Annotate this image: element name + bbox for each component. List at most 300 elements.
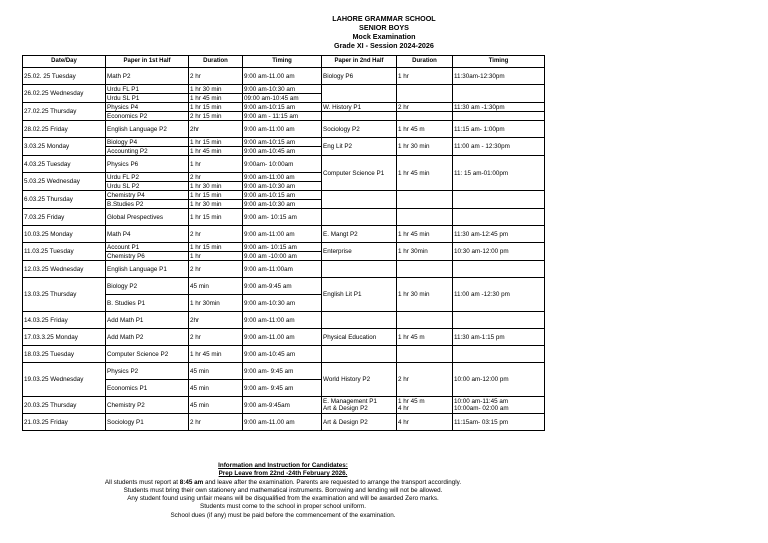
cell-text: 7.03.25 Friday	[24, 213, 65, 221]
cell-text: Enterprise	[323, 248, 352, 255]
table-cell	[106, 173, 189, 182]
table-cell	[106, 112, 189, 121]
table-cell	[189, 363, 243, 380]
table-cell	[322, 85, 397, 103]
cell-text: 27.02.25 Thursday	[24, 108, 77, 115]
table-cell	[23, 68, 106, 85]
instruction-stationery: Students must bring their own stationery and mathematical instruments. Borrowing and lending will not be allowed.	[123, 486, 443, 494]
cell-text: 4 hr	[398, 418, 409, 426]
table-cell	[23, 226, 106, 243]
table-row	[23, 346, 545, 363]
table-cell	[23, 312, 106, 329]
cell-text: 1 hr 45 m	[398, 125, 425, 133]
table-cell	[397, 209, 453, 226]
table-cell	[243, 312, 322, 329]
cell-text: 9:00 am-10:30 am	[244, 182, 296, 190]
instruction-dues: School dues (if any) must be paid before the commencement of the examination.	[170, 511, 396, 519]
cell-text: 9:00 am-11:00 am	[244, 230, 295, 238]
cell-text: 1 hr 45 min	[398, 230, 430, 238]
cell-text: 2 hr	[190, 230, 201, 238]
table-cell	[23, 173, 106, 191]
cell-text: 45 min	[190, 384, 209, 392]
table-cell	[23, 363, 106, 397]
cell-text: 10:00 am-11:45 am	[454, 398, 509, 405]
column-header: Paper in 1st Half	[106, 56, 189, 68]
table-cell	[322, 278, 397, 312]
table-cell	[243, 112, 322, 121]
table-row	[23, 68, 545, 85]
table-cell	[397, 112, 453, 121]
table-cell	[243, 191, 322, 200]
table-cell	[106, 363, 189, 380]
table-cell	[106, 278, 189, 295]
table-cell	[189, 103, 243, 112]
cell-text: 11:00 am - 12:30pm	[454, 143, 510, 150]
cell-text: 9:00 am-11:00 am	[244, 125, 295, 133]
table-cell	[397, 243, 453, 261]
cell-text: 28.02.25 Friday	[24, 125, 68, 133]
cell-text: 45 min	[190, 367, 209, 375]
cell-text: 17.03.3.25 Monday	[24, 333, 78, 341]
cell-text: 1 hr	[190, 252, 201, 260]
table-cell	[189, 173, 243, 182]
table-cell	[189, 226, 243, 243]
table-cell	[397, 312, 453, 329]
table-cell	[322, 312, 397, 329]
table-cell	[243, 200, 322, 209]
cell-text: 1 hr 30 min	[190, 85, 222, 93]
cell-text: Math P4	[107, 230, 131, 238]
cell-text: Biology P4	[107, 138, 138, 146]
table-cell	[106, 191, 189, 200]
table-cell	[189, 252, 243, 261]
table-cell	[106, 94, 189, 103]
table-cell	[106, 346, 189, 363]
table-row	[23, 414, 545, 431]
table-cell	[322, 346, 397, 363]
cell-text: E. Management P1	[323, 398, 377, 405]
table-cell	[189, 121, 243, 138]
table-cell	[397, 363, 453, 397]
table-cell	[453, 112, 545, 121]
table-cell	[23, 121, 106, 138]
table-cell	[106, 226, 189, 243]
cell-text: 9:00 am-11:00 am	[244, 173, 295, 181]
cell-text: 9:00 am-10:45 am	[244, 350, 296, 358]
table-cell	[23, 329, 106, 346]
table-cell	[106, 85, 189, 94]
table-cell	[453, 278, 545, 312]
table-cell	[106, 252, 189, 261]
cell-text: 19.03.25 Wednesday	[24, 376, 84, 383]
table-cell	[106, 121, 189, 138]
cell-text: Economics P1	[107, 384, 148, 392]
cell-text: 1 hr 30 min	[398, 143, 430, 150]
table-cell	[189, 94, 243, 103]
cell-text: 11:30 am-12:45 pm	[454, 230, 509, 238]
table-cell	[322, 191, 397, 209]
table-cell	[189, 138, 243, 147]
cell-text: 1 hr 45 m	[398, 333, 425, 341]
cell-text: 9:00 am-11.00 am	[244, 72, 295, 80]
table-cell	[322, 261, 397, 278]
cell-text: 2 hr 15 min	[190, 112, 222, 120]
table-cell	[397, 191, 453, 209]
table-cell	[106, 243, 189, 252]
table-cell	[397, 138, 453, 156]
table-cell	[106, 156, 189, 173]
table-row	[23, 138, 545, 147]
table-cell	[106, 138, 189, 147]
table-cell	[189, 346, 243, 363]
cell-text: 12.03.25 Wednesday	[24, 265, 84, 273]
instructions-title: Information and Instruction for Candidates:	[218, 462, 348, 469]
table-cell	[106, 329, 189, 346]
table-row	[23, 209, 545, 226]
table-cell	[322, 209, 397, 226]
cell-text: 26.02.25 Wednesday	[24, 90, 84, 97]
cell-text: English Language P2	[107, 125, 167, 133]
table-cell	[189, 182, 243, 191]
table-cell	[23, 243, 106, 261]
table-cell	[243, 363, 322, 380]
table-cell	[189, 295, 243, 312]
cell-text: 2 hr	[190, 72, 201, 80]
instruction-uniform: Students must come to the school in proper school uniform.	[200, 503, 366, 511]
cell-text-second-line: 4 hr	[398, 405, 409, 412]
table-cell	[243, 380, 322, 397]
cell-text: 1 hr 30 min	[398, 291, 430, 298]
table-cell	[189, 397, 243, 414]
table-cell	[23, 261, 106, 278]
cell-text: 1 hr 30min	[190, 299, 220, 307]
table-cell	[243, 85, 322, 94]
cell-text: 1 hr 45 min	[190, 147, 222, 155]
cell-text: Chemistry P4	[107, 191, 145, 199]
cell-text: 2 hr	[190, 418, 201, 426]
column-header: Timing	[243, 56, 322, 68]
cell-text: 1 hr 45 min	[190, 350, 222, 358]
table-cell	[106, 68, 189, 85]
table-cell	[23, 156, 106, 173]
table-cell	[189, 329, 243, 346]
cell-text: W. History P1	[323, 103, 362, 111]
table-row	[23, 243, 545, 252]
cell-text: Sociology P1	[107, 418, 144, 426]
table-cell	[243, 261, 322, 278]
table-row	[23, 191, 545, 200]
table-cell	[453, 226, 545, 243]
cell-text: 1 hr 45 min	[398, 169, 430, 177]
cell-text: 18.03.25 Tuesday	[24, 350, 75, 358]
table-cell	[189, 156, 243, 173]
table-cell	[243, 226, 322, 243]
school-name: LAHORE GRAMMAR SCHOOL	[332, 14, 436, 23]
cell-text: 1 hr 15 min	[190, 103, 222, 111]
cell-text: B. Studies P1	[107, 299, 146, 307]
cell-text: 9:00 am-11:00am	[244, 265, 293, 273]
table-cell	[243, 68, 322, 85]
cell-text: 10:30 am-12:00 pm	[454, 248, 509, 255]
table-row	[23, 156, 545, 173]
column-header: Timing	[453, 56, 545, 68]
cell-text: 9.00 am -10:00 am	[244, 252, 297, 260]
cell-text: 9:00 am-11.00 am	[244, 418, 295, 426]
exam-schedule-table	[22, 55, 545, 431]
cell-text: 45 min	[190, 401, 209, 409]
cell-text: 9:00 am-10:15 am	[244, 191, 296, 199]
table-cell	[453, 329, 545, 346]
table-row	[23, 226, 545, 243]
cell-text: 10:00 am-12:00 pm	[454, 376, 509, 383]
cell-text: 5.03.25 Wednesday	[24, 178, 80, 185]
cell-text: 2 hr	[398, 376, 409, 383]
table-cell	[397, 121, 453, 138]
table-cell	[189, 243, 243, 252]
table-cell	[243, 121, 322, 138]
cell-text: Urdu FL P2	[107, 173, 139, 181]
table-cell	[243, 243, 322, 252]
table-cell	[453, 85, 545, 103]
table-cell	[322, 156, 397, 191]
cell-text: Economics P2	[107, 112, 148, 120]
table-row	[23, 329, 545, 346]
cell-text: 9:00 am-11.00 am	[244, 333, 295, 341]
table-cell	[23, 85, 106, 103]
cell-text: Art & Design P2	[323, 418, 368, 426]
cell-text: 1 hr	[190, 160, 201, 168]
table-cell	[397, 226, 453, 243]
cell-text: 2 hr	[398, 103, 409, 111]
cell-text: 4.03.25 Tuesday	[24, 160, 71, 168]
cell-text: 9:00 am-10:45 am	[244, 147, 296, 155]
cell-text: 1 hr 30 min	[190, 182, 222, 190]
table-cell	[453, 156, 545, 191]
table-cell	[106, 295, 189, 312]
table-cell	[397, 68, 453, 85]
table-cell	[397, 103, 453, 112]
cell-text: 11:15 am- 1:00pm	[454, 125, 505, 133]
cell-text: 9:00 am-10:30 am	[244, 85, 296, 93]
cell-text: Physics P4	[107, 103, 139, 111]
table-cell	[453, 414, 545, 431]
table-cell	[106, 414, 189, 431]
table-cell	[453, 121, 545, 138]
cell-text: 10.03.25 Monday	[24, 230, 73, 238]
table-cell	[453, 261, 545, 278]
table-cell	[189, 380, 243, 397]
table-cell	[322, 138, 397, 156]
table-cell	[397, 397, 453, 414]
cell-text: 2 hr	[190, 173, 201, 181]
column-header: Date/Day	[23, 56, 106, 68]
table-cell	[189, 191, 243, 200]
table-cell	[243, 94, 322, 103]
cell-text-second-line: Art & Design P2	[323, 405, 368, 412]
table-cell	[23, 397, 106, 414]
cell-text: 9:00 am- 9:45 am	[244, 384, 294, 392]
cell-text: 2hr	[190, 125, 200, 133]
table-cell	[243, 156, 322, 173]
table-cell	[397, 414, 453, 431]
cell-text: Physics P2	[107, 367, 139, 375]
table-cell	[453, 363, 545, 397]
cell-text: 45 min	[190, 282, 209, 290]
cell-text: 13.03.25 Thursday	[24, 291, 77, 298]
cell-text: 1 hr 15 min	[190, 138, 222, 146]
table-cell	[23, 414, 106, 431]
table-cell	[397, 329, 453, 346]
table-cell	[106, 261, 189, 278]
prep-leave-note: Prep Leave from 22nd -24th February 2026.	[218, 470, 348, 478]
table-cell	[453, 138, 545, 156]
table-cell	[453, 243, 545, 261]
table-cell	[243, 414, 322, 431]
table-cell	[106, 103, 189, 112]
table-row	[23, 121, 545, 138]
exam-title: Mock Examination	[352, 32, 416, 41]
table-cell	[322, 68, 397, 85]
cell-text: 11:00 am -12:30 pm	[454, 291, 510, 298]
column-header: Duration	[189, 56, 243, 68]
table-cell	[189, 85, 243, 94]
table-cell	[189, 278, 243, 295]
cell-text: 1 hr 45 min	[190, 94, 222, 102]
table-cell	[243, 278, 322, 295]
table-cell	[243, 397, 322, 414]
table-cell	[23, 138, 106, 156]
cell-text: 2 hr	[190, 333, 201, 341]
cell-text: 1 hr 30 min	[190, 200, 222, 208]
instruction-text: All students must report at	[104, 478, 180, 486]
cell-text: 9:00 am-10:15 am	[244, 138, 296, 146]
cell-text: Physics P6	[107, 160, 139, 168]
instruction-reporting	[22, 479, 544, 487]
cell-text: 1 hr 45 m	[398, 398, 425, 405]
cell-text: 1 hr 15 min	[190, 213, 222, 221]
candidate-instructions	[22, 462, 544, 520]
cell-text: Biology P2	[107, 282, 138, 290]
reporting-time: 8:45 am	[179, 478, 204, 486]
table-cell	[243, 346, 322, 363]
table-cell	[106, 200, 189, 209]
table-cell	[322, 329, 397, 346]
cell-text: 1 hr 15 min	[190, 191, 222, 199]
instruction-unfair-means: Any student found using unfair means will be disqualified from the examination and will be awarded Zero marks.	[127, 495, 439, 503]
cell-text: Chemistry P6	[107, 252, 145, 260]
table-cell	[243, 173, 322, 182]
table-cell	[243, 252, 322, 261]
cell-text: Biology P6	[323, 72, 354, 80]
cell-text: 9:00 am- 10:15 am	[244, 243, 297, 251]
table-cell	[189, 147, 243, 156]
table-cell	[243, 182, 322, 191]
cell-text: Computer Science P1	[323, 169, 385, 177]
table-header-row	[23, 56, 545, 68]
table-cell	[106, 182, 189, 191]
table-cell	[189, 112, 243, 121]
table-cell	[23, 191, 106, 209]
cell-text: Math P2	[107, 72, 131, 80]
table-cell	[453, 103, 545, 112]
cell-text: E. Mangt P2	[323, 230, 358, 238]
table-cell	[106, 147, 189, 156]
grade-session: Grade XI - Session 2024-2026	[334, 41, 434, 50]
table-cell	[322, 103, 397, 112]
cell-text: World History P2	[323, 376, 371, 383]
table-cell	[189, 312, 243, 329]
cell-text: 9:00 am-10:30 am	[244, 200, 296, 208]
cell-text: 11:30 am -1:30pm	[454, 103, 505, 111]
table-cell	[322, 121, 397, 138]
table-cell	[189, 68, 243, 85]
cell-text: 11:30 am-1:15 pm	[454, 333, 505, 341]
cell-text: Accounting P2	[107, 147, 148, 155]
table-cell	[106, 209, 189, 226]
table-cell	[322, 112, 397, 121]
table-cell	[453, 312, 545, 329]
cell-text: 14.03.25 Friday	[24, 316, 68, 324]
table-cell	[189, 209, 243, 226]
table-cell	[322, 243, 397, 261]
cell-text: Add Math P2	[107, 333, 144, 341]
cell-text: B.Studies P2	[107, 200, 144, 208]
table-cell	[23, 278, 106, 312]
table-cell	[243, 147, 322, 156]
table-row	[23, 85, 545, 94]
cell-text: 9:00 am- 10:15 am	[244, 213, 297, 221]
table-cell	[243, 138, 322, 147]
cell-text: Eng Lit P2	[323, 143, 353, 150]
cell-text: 25.02. 25 Tuesday	[24, 72, 76, 80]
table-cell	[23, 103, 106, 121]
cell-text: 11: 15 am-01:00pm	[454, 169, 509, 177]
table-row	[23, 278, 545, 295]
table-cell	[453, 68, 545, 85]
table-cell	[243, 209, 322, 226]
cell-text: 3.03.25 Monday	[24, 143, 70, 150]
cell-text: Computer Science P2	[107, 350, 169, 358]
table-cell	[397, 156, 453, 191]
cell-text: Urdu SL P2	[107, 182, 140, 190]
cell-text: Chemistry P2	[107, 401, 145, 409]
table-cell	[397, 278, 453, 312]
cell-text: Account P1	[107, 243, 140, 251]
cell-text: 1 hr	[398, 72, 409, 80]
cell-text: Urdu FL P1	[107, 85, 139, 93]
table-cell	[322, 226, 397, 243]
table-row	[23, 103, 545, 112]
table-cell	[243, 295, 322, 312]
cell-text: Physical Education	[323, 333, 377, 341]
table-cell	[189, 414, 243, 431]
table-row	[23, 363, 545, 380]
table-cell	[23, 346, 106, 363]
cell-text: Sociology P2	[323, 125, 360, 133]
table-cell	[322, 363, 397, 397]
cell-text: 2 hr	[190, 265, 201, 273]
table-cell	[453, 397, 545, 414]
cell-text: 9:00 am-11:00 am	[244, 316, 295, 324]
table-cell	[243, 329, 322, 346]
cell-text: 20.03.25 Thursday	[24, 401, 77, 409]
table-cell	[189, 261, 243, 278]
table-cell	[453, 346, 545, 363]
table-cell	[322, 414, 397, 431]
cell-text: 6.03.25 Thursday	[24, 196, 73, 203]
cell-text: Add Math P1	[107, 316, 144, 324]
table-cell	[189, 200, 243, 209]
